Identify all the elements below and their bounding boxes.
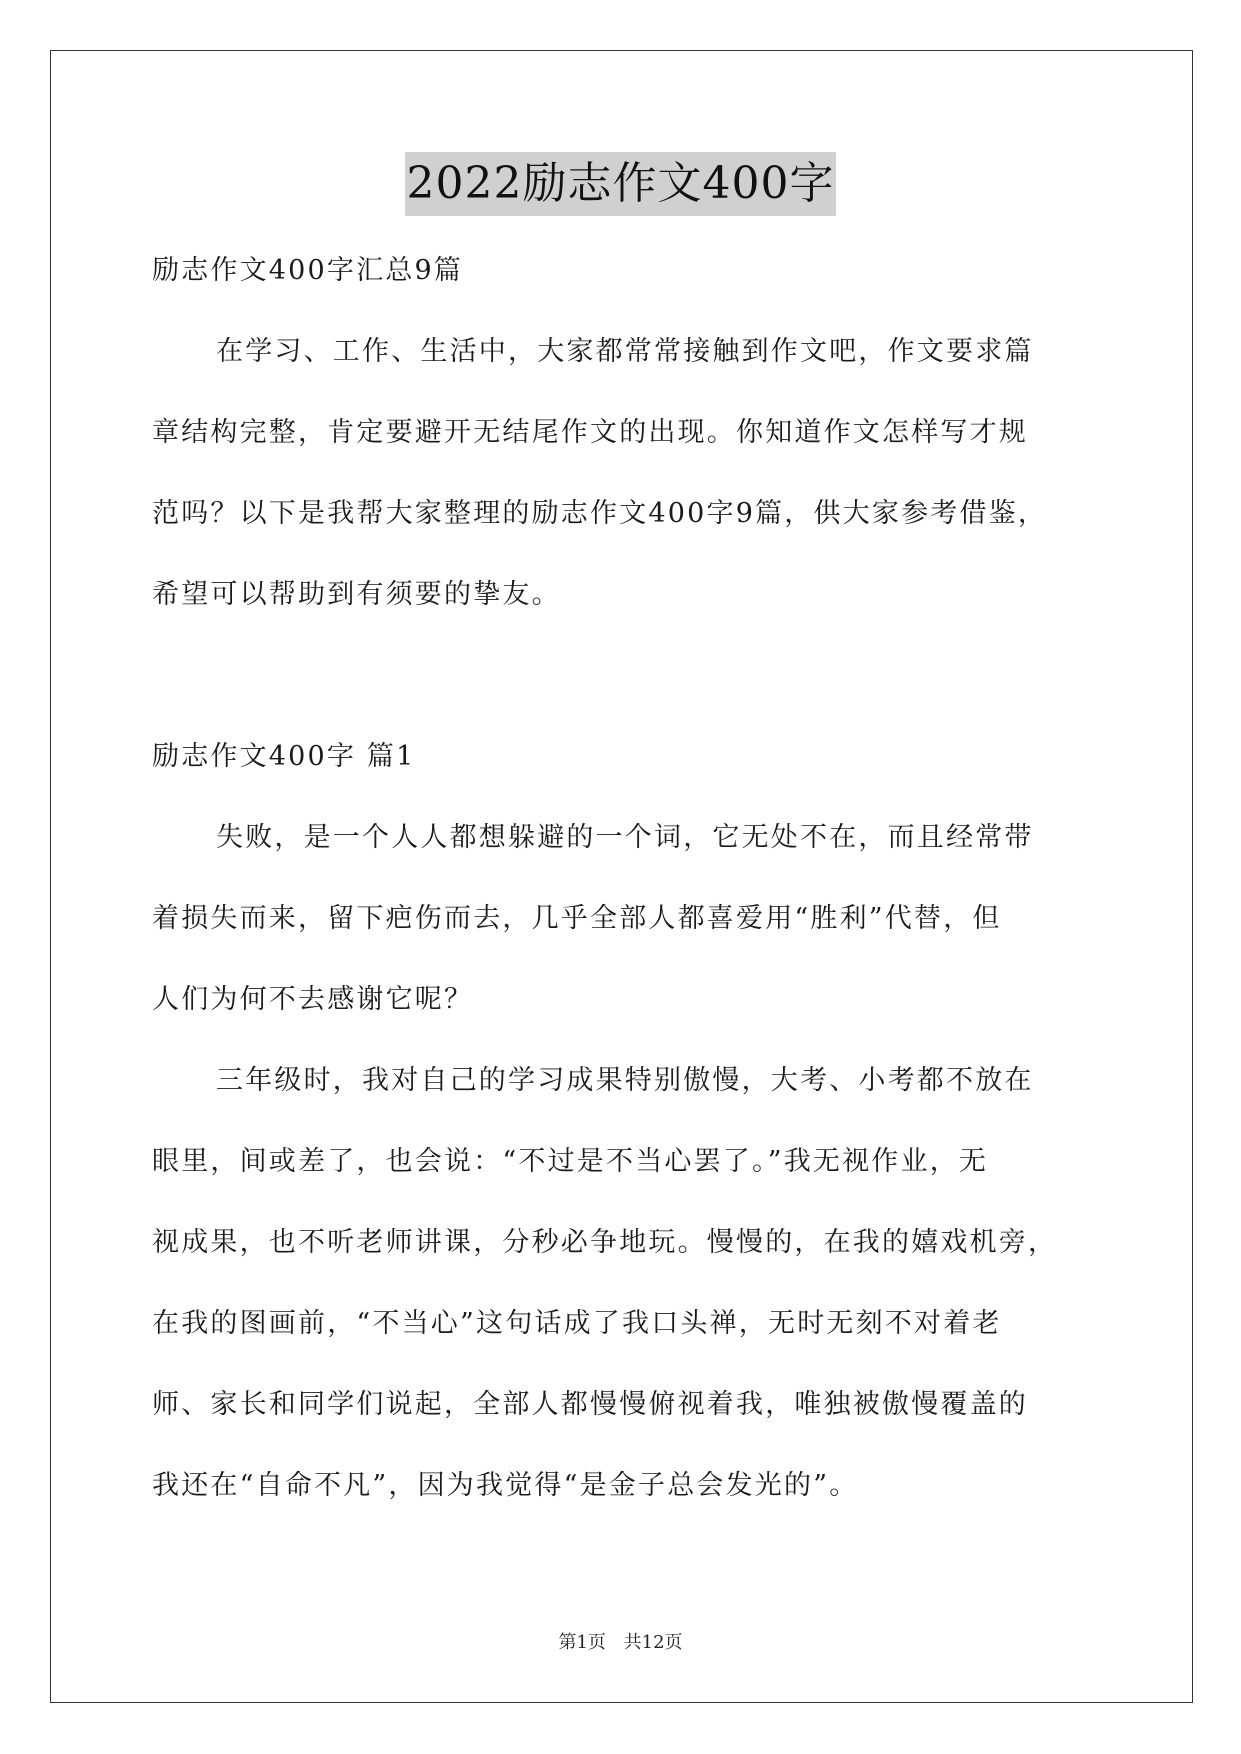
- intro-line: 在学习、工作、生活中，大家都常常接触到作文吧，作文要求篇: [216, 336, 1034, 367]
- paragraph-line: 在我的图画前，“不当心”这句话成了我口头禅，无时无刻不对着老: [152, 1308, 1002, 1339]
- paragraph-line: 失败，是一个人人都想躲避的一个词，它无处不在，而且经常带: [216, 822, 1034, 853]
- paragraph-line: 人们为何不去感谢它呢？: [152, 984, 474, 1015]
- summary-subtitle: 励志作文400字汇总9篇: [152, 255, 464, 286]
- intro-line: 范吗？以下是我帮大家整理的励志作文400字9篇，供大家参考借鉴，: [152, 498, 1048, 529]
- page-number: 第1页: [558, 1632, 606, 1653]
- paragraph-line: 三年级时，我对自己的学习成果特别傲慢，大考、小考都不放在: [216, 1065, 1034, 1096]
- intro-line: 章结构完整，肯定要避开无结尾作文的出现。你知道作文怎样写才规: [152, 417, 1028, 448]
- document-body: [152, 230, 1097, 1526]
- title-block: [0, 152, 1241, 216]
- paragraph-line: 师、家长和同学们说起，全部人都慢慢俯视着我，唯独被傲慢覆盖的: [152, 1389, 1028, 1420]
- paragraph-line: 眼里，间或差了，也会说：“不过是不当心罢了。”我无视作业，无: [152, 1146, 989, 1177]
- paragraph-line: 我还在“自命不凡”，因为我觉得“是金子总会发光的”。: [152, 1470, 859, 1501]
- section-heading: 励志作文400字 篇1: [152, 741, 416, 772]
- intro-line: 希望可以帮助到有须要的挚友。: [152, 579, 561, 610]
- paragraph-line: 视成果，也不听老师讲课，分秒必争地玩。慢慢的，在我的嬉戏机旁，: [152, 1227, 1058, 1258]
- total-pages: 共12页: [623, 1632, 683, 1653]
- paragraph-line: 着损失而来，留下疤伤而去，几乎全部人都喜爱用“胜利”代替，但: [152, 903, 1002, 934]
- page-footer: [0, 1628, 1241, 1654]
- paragraph-gap: [152, 635, 1097, 716]
- document-title: 2022励志作文400字: [405, 152, 837, 216]
